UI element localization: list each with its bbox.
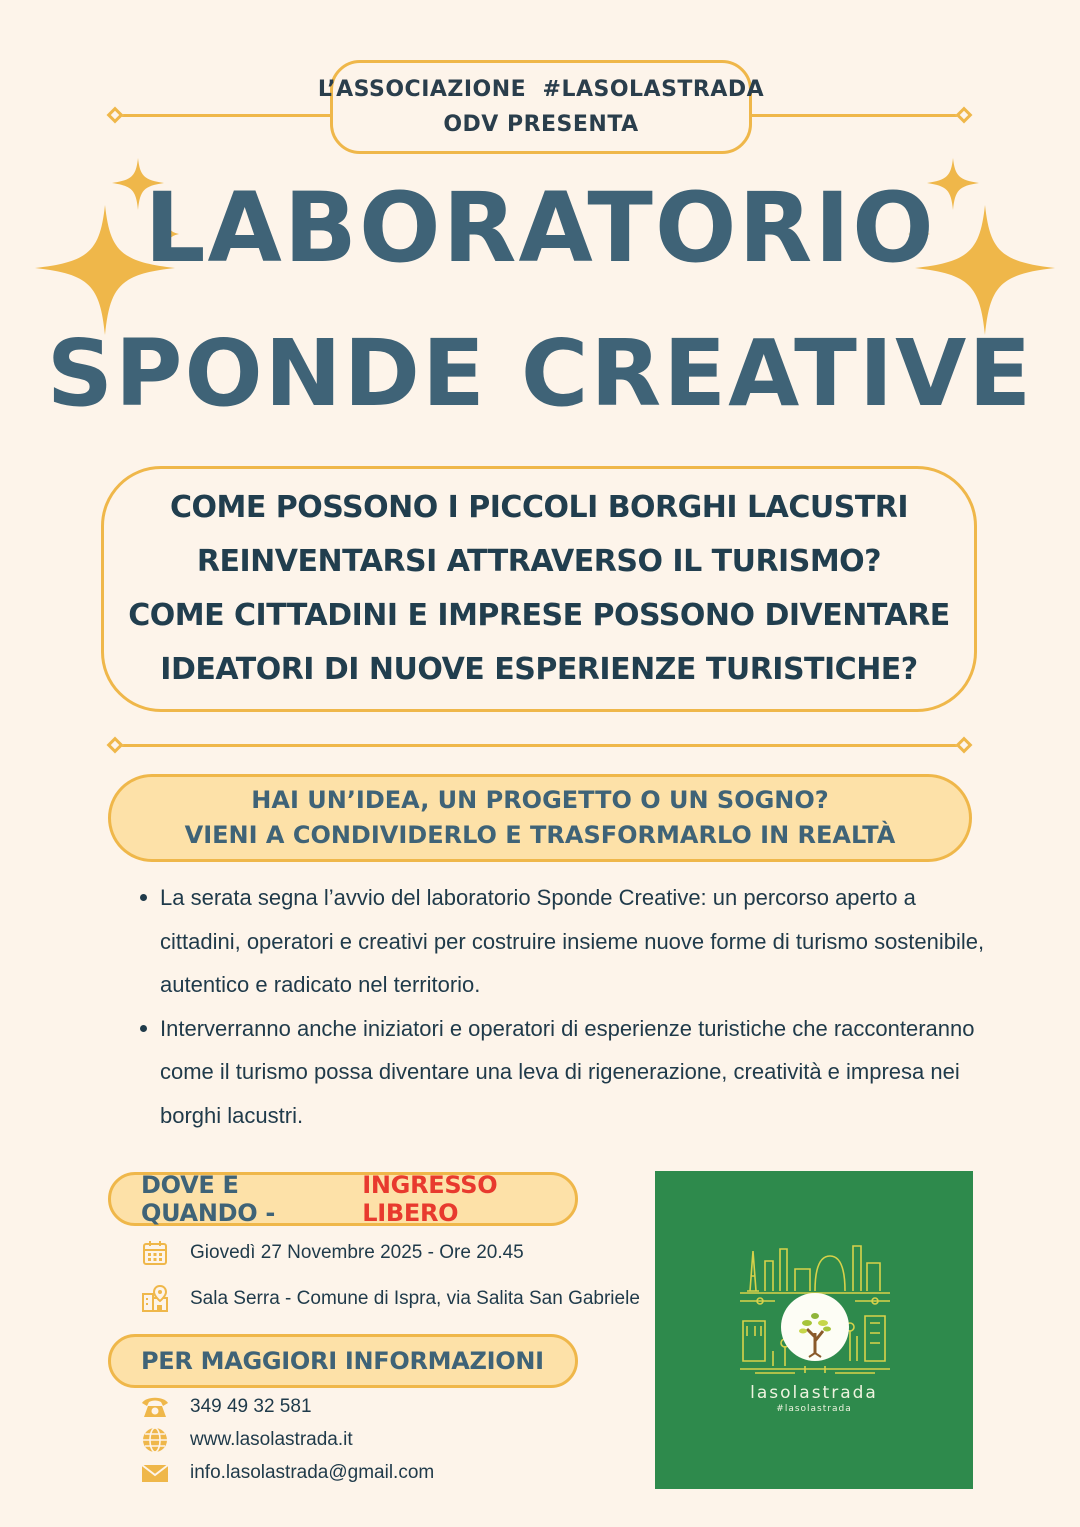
presenter-line2: ODV PRESENTA bbox=[443, 112, 639, 137]
globe-icon bbox=[140, 1425, 170, 1455]
phone-row bbox=[140, 1392, 312, 1422]
logo-tag: #lasolastrada bbox=[776, 1404, 852, 1414]
envelope-icon bbox=[140, 1458, 170, 1488]
title-line1: LABORATORIO bbox=[144, 172, 936, 284]
website-link[interactable]: www.lasolastrada.it bbox=[190, 1429, 353, 1450]
idea-line1: HAI UN’IDEA, UN PROGETTO O UN SOGNO? bbox=[251, 786, 829, 814]
city-skyline-icon bbox=[735, 1241, 895, 1381]
bullet-text: La serata segna l’avvio del laboratorio Sponde Creative: un percorso aperto a cittadini, operatori e creativi per costruire insieme nuove forme di turismo sostenibile, autentico e radicato nel territorio. bbox=[160, 885, 985, 997]
idea-line2: VIENI A CONDIVIDERLO E TRASFORMARLO IN REALTÀ bbox=[184, 821, 896, 849]
phone-number[interactable]: 349 49 32 581 bbox=[190, 1396, 312, 1417]
question-line3: COME CITTADINI E IMPRESE POSSONO DIVENTARE bbox=[128, 598, 950, 633]
email-row bbox=[140, 1458, 434, 1488]
calendar-icon bbox=[140, 1238, 170, 1268]
date-row bbox=[140, 1238, 524, 1268]
where-when-label: DOVE E QUANDO - bbox=[141, 1171, 276, 1227]
question-line2: REINVENTARSI ATTRAVERSO IL TURISMO? bbox=[196, 544, 882, 579]
place-row bbox=[140, 1284, 640, 1314]
event-place: Sala Serra - Comune di Ispra, via Salita San Gabriele bbox=[190, 1288, 640, 1309]
free-entry-label: INGRESSO LIBERO bbox=[362, 1171, 498, 1227]
email-link[interactable]: info.lasolastrada@gmail.com bbox=[190, 1462, 435, 1483]
presenter-line1: L’ASSOCIAZIONE #LASOLASTRADA bbox=[317, 77, 765, 102]
phone-icon bbox=[140, 1392, 170, 1422]
idea-banner bbox=[108, 774, 972, 862]
questions-box bbox=[101, 466, 977, 712]
where-when-heading bbox=[108, 1172, 578, 1226]
description-list bbox=[160, 876, 990, 1137]
logo-name: lasolastrada bbox=[750, 1383, 878, 1403]
event-date: Giovedì 27 Novembre 2025 - Ore 20.45 bbox=[190, 1242, 524, 1263]
middle-rule bbox=[118, 744, 963, 747]
bullet-dot-icon bbox=[140, 1025, 147, 1032]
header-rule-left-diamond bbox=[107, 107, 124, 124]
title-line2: SPONDE CREATIVE bbox=[46, 320, 1034, 427]
question-line1: COME POSSONO I PICCOLI BORGHI LACUSTRI bbox=[169, 490, 909, 525]
list-item bbox=[160, 1007, 990, 1138]
header-rule-left bbox=[118, 114, 330, 117]
bullet-dot-icon bbox=[140, 894, 147, 901]
more-info-label: PER MAGGIORI INFORMAZIONI bbox=[141, 1347, 544, 1375]
question-line4: IDEATORI DI NUOVE ESPERIENZE TURISTICHE? bbox=[160, 652, 918, 687]
presenter-badge bbox=[317, 60, 765, 154]
building-pin-icon bbox=[140, 1284, 170, 1314]
middle-rule-left-diamond bbox=[107, 737, 124, 754]
website-row bbox=[140, 1425, 353, 1455]
bullet-text: Interverranno anche iniziatori e operatori di esperienze turistiche che racconteranno come il turismo possa diventare una leva di rigenerazione, creatività e impresa nei borghi lacustri. bbox=[160, 1015, 975, 1128]
header-rule-right-diamond bbox=[956, 107, 973, 124]
more-info-heading bbox=[108, 1334, 578, 1388]
header-rule-right bbox=[752, 114, 962, 117]
lasolastrada-logo bbox=[655, 1171, 973, 1489]
list-item bbox=[160, 876, 990, 1007]
middle-rule-right-diamond bbox=[956, 737, 973, 754]
